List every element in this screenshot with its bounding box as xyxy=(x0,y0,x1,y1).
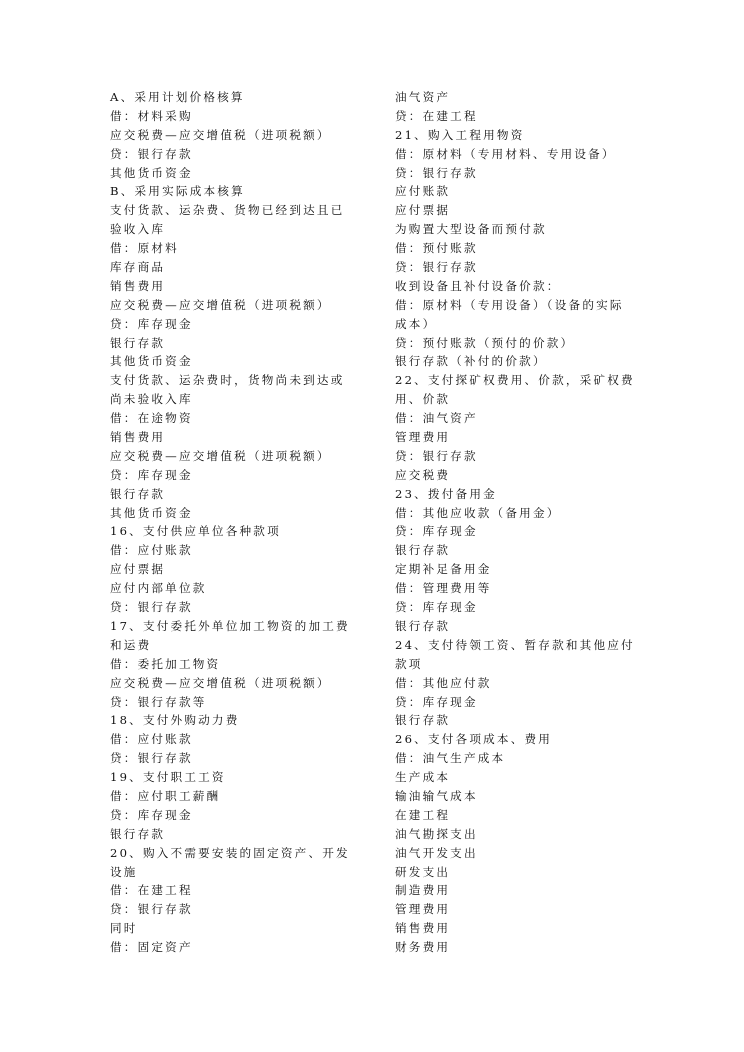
left-column-line: 支付货款、运杂费时，货物尚未到达或 xyxy=(110,373,345,388)
right-column-line: 油气资产 xyxy=(395,90,451,104)
right-column-line: 23、拨付备用金 xyxy=(395,486,497,501)
right-column-line: 油气开发支出 xyxy=(395,845,478,860)
right-column-line: 银行存款 xyxy=(395,543,451,558)
right-column-line: 贷：预付账款（预付的价款） xyxy=(395,335,575,350)
left-column-line: A、采用计划价格核算 xyxy=(110,90,245,104)
right-column-line: 借：管理费用等 xyxy=(395,581,492,596)
right-column-line: 银行存款（补付的价款） xyxy=(395,354,547,369)
right-column-line: 银行存款 xyxy=(395,618,451,633)
right-column-line: 借：其他应付款 xyxy=(395,675,492,690)
left-column-line: 和运费 xyxy=(110,637,152,652)
right-column-line: 贷：库存现金 xyxy=(395,600,478,615)
right-column-line: 贷：银行存款 xyxy=(395,165,478,180)
right-column-line: 油气勘探支出 xyxy=(395,826,478,841)
right-column-line: 21、购入工程用物资 xyxy=(395,127,525,142)
right-column-line: 应付账款 xyxy=(395,184,451,199)
left-column-line: 其他货币资金 xyxy=(110,165,193,180)
right-column-line: 成本） xyxy=(395,316,437,331)
right-column-line: 贷：在建工程 xyxy=(395,108,478,123)
right-column-line: 款项 xyxy=(395,656,423,671)
left-column-line: 贷：银行存款 xyxy=(110,902,193,917)
right-column-line: 借：原材料（专用设备）（设备的实际 xyxy=(395,297,624,312)
right-column-line: 应交税费 xyxy=(395,467,451,482)
left-column-line: 库存商品 xyxy=(110,260,166,275)
right-column-line: 借：油气生产成本 xyxy=(395,751,506,766)
left-column-line: 借：在建工程 xyxy=(110,883,193,898)
left-column-line: 贷：银行存款等 xyxy=(110,694,207,709)
right-column-line: 定期补足备用金 xyxy=(395,562,492,577)
left-column-line: 销售费用 xyxy=(110,278,166,293)
left-column-line: 银行存款 xyxy=(110,486,166,501)
left-column-line: 其他货币资金 xyxy=(110,354,193,369)
right-column-line: 借：预付账款 xyxy=(395,241,478,256)
right-column-line: 22、支付探矿权费用、价款，采矿权费 xyxy=(395,373,635,388)
right-column-line: 贷：银行存款 xyxy=(395,260,478,275)
left-column-line: 支付货款、运杂费、货物已经到达且已 xyxy=(110,203,345,218)
left-column-line: 银行存款 xyxy=(110,826,166,841)
right-column-line: 应付票据 xyxy=(395,203,451,218)
left-column-line: 借：在途物资 xyxy=(110,411,193,426)
left-column-line: 应交税费—应交增值税（进项税额） xyxy=(110,675,331,690)
right-text-column xyxy=(395,88,645,957)
right-column-line: 管理费用 xyxy=(395,902,451,917)
right-column-line: 销售费用 xyxy=(395,921,451,936)
right-column-line: 在建工程 xyxy=(395,807,451,822)
right-column-line: 用、价款 xyxy=(395,392,451,407)
right-column-line: 借：油气资产 xyxy=(395,411,478,426)
right-column-line: 贷：银行存款 xyxy=(395,448,478,463)
left-column-line: 设施 xyxy=(110,864,138,879)
left-column-line: 18、支付外购动力费 xyxy=(110,713,240,728)
left-column-line: 同时 xyxy=(110,921,138,936)
left-column-line: 借：固定资产 xyxy=(110,940,193,955)
left-column-line: 验收入库 xyxy=(110,222,166,237)
left-column-line: 17、支付委托外单位加工物资的加工费 xyxy=(110,618,350,633)
left-column-line: 销售费用 xyxy=(110,430,166,445)
right-column-line: 借：其他应收款（备用金） xyxy=(395,505,561,520)
right-column-line: 制造费用 xyxy=(395,883,451,898)
left-column-line: 借：应付账款 xyxy=(110,543,193,558)
left-column-line: 贷：银行存款 xyxy=(110,751,193,766)
left-text-column xyxy=(110,88,362,957)
right-column-line: 26、支付各项成本、费用 xyxy=(395,732,553,747)
left-column-line: 应交税费—应交增值税（进项税额） xyxy=(110,127,331,142)
left-column-line: 16、支付供应单位各种款项 xyxy=(110,524,281,539)
left-column-line: 19、支付职工工资 xyxy=(110,770,226,785)
right-column-line: 24、支付待领工资、暂存款和其他应付 xyxy=(395,637,635,652)
right-column-line: 财务费用 xyxy=(395,940,451,955)
left-column-line: 借：应付账款 xyxy=(110,732,193,747)
right-column-line: 收到设备且补付设备价款： xyxy=(395,278,561,293)
left-column-line: B、采用实际成本核算 xyxy=(110,184,245,199)
right-column-line: 为购置大型设备而预付款 xyxy=(395,222,547,237)
left-column-line: 银行存款 xyxy=(110,335,166,350)
right-column-line: 管理费用 xyxy=(395,430,451,445)
left-column-line: 应交税费—应交增值税（进项税额） xyxy=(110,297,331,312)
left-column-line: 应交税费—应交增值税（进项税额） xyxy=(110,448,331,463)
left-column-line: 贷：库存现金 xyxy=(110,807,193,822)
right-column-line: 贷：库存现金 xyxy=(395,694,478,709)
left-column-line: 借：原材料 xyxy=(110,241,179,256)
left-column-line: 借：应付职工薪酬 xyxy=(110,788,221,803)
right-column-line: 借：原材料（专用材料、专用设备） xyxy=(395,146,616,161)
left-column-line: 应付票据 xyxy=(110,562,166,577)
left-column-line: 贷：库存现金 xyxy=(110,467,193,482)
left-column-line: 20、购入不需要安装的固定资产、开发 xyxy=(110,845,350,860)
right-column-line: 生产成本 xyxy=(395,770,451,785)
left-column-line: 应付内部单位款 xyxy=(110,581,207,596)
left-column-line: 尚未验收入库 xyxy=(110,392,193,407)
left-column-line: 贷：银行存款 xyxy=(110,600,193,615)
left-column-line: 其他货币资金 xyxy=(110,505,193,520)
right-column-line: 输油输气成本 xyxy=(395,788,478,803)
left-column-line: 借：材料采购 xyxy=(110,108,193,123)
right-column-line: 贷：库存现金 xyxy=(395,524,478,539)
right-column-line: 银行存款 xyxy=(395,713,451,728)
left-column-line: 借：委托加工物资 xyxy=(110,656,221,671)
left-column-line: 贷：库存现金 xyxy=(110,316,193,331)
left-column-line: 贷：银行存款 xyxy=(110,146,193,161)
right-column-line: 研发支出 xyxy=(395,864,451,879)
